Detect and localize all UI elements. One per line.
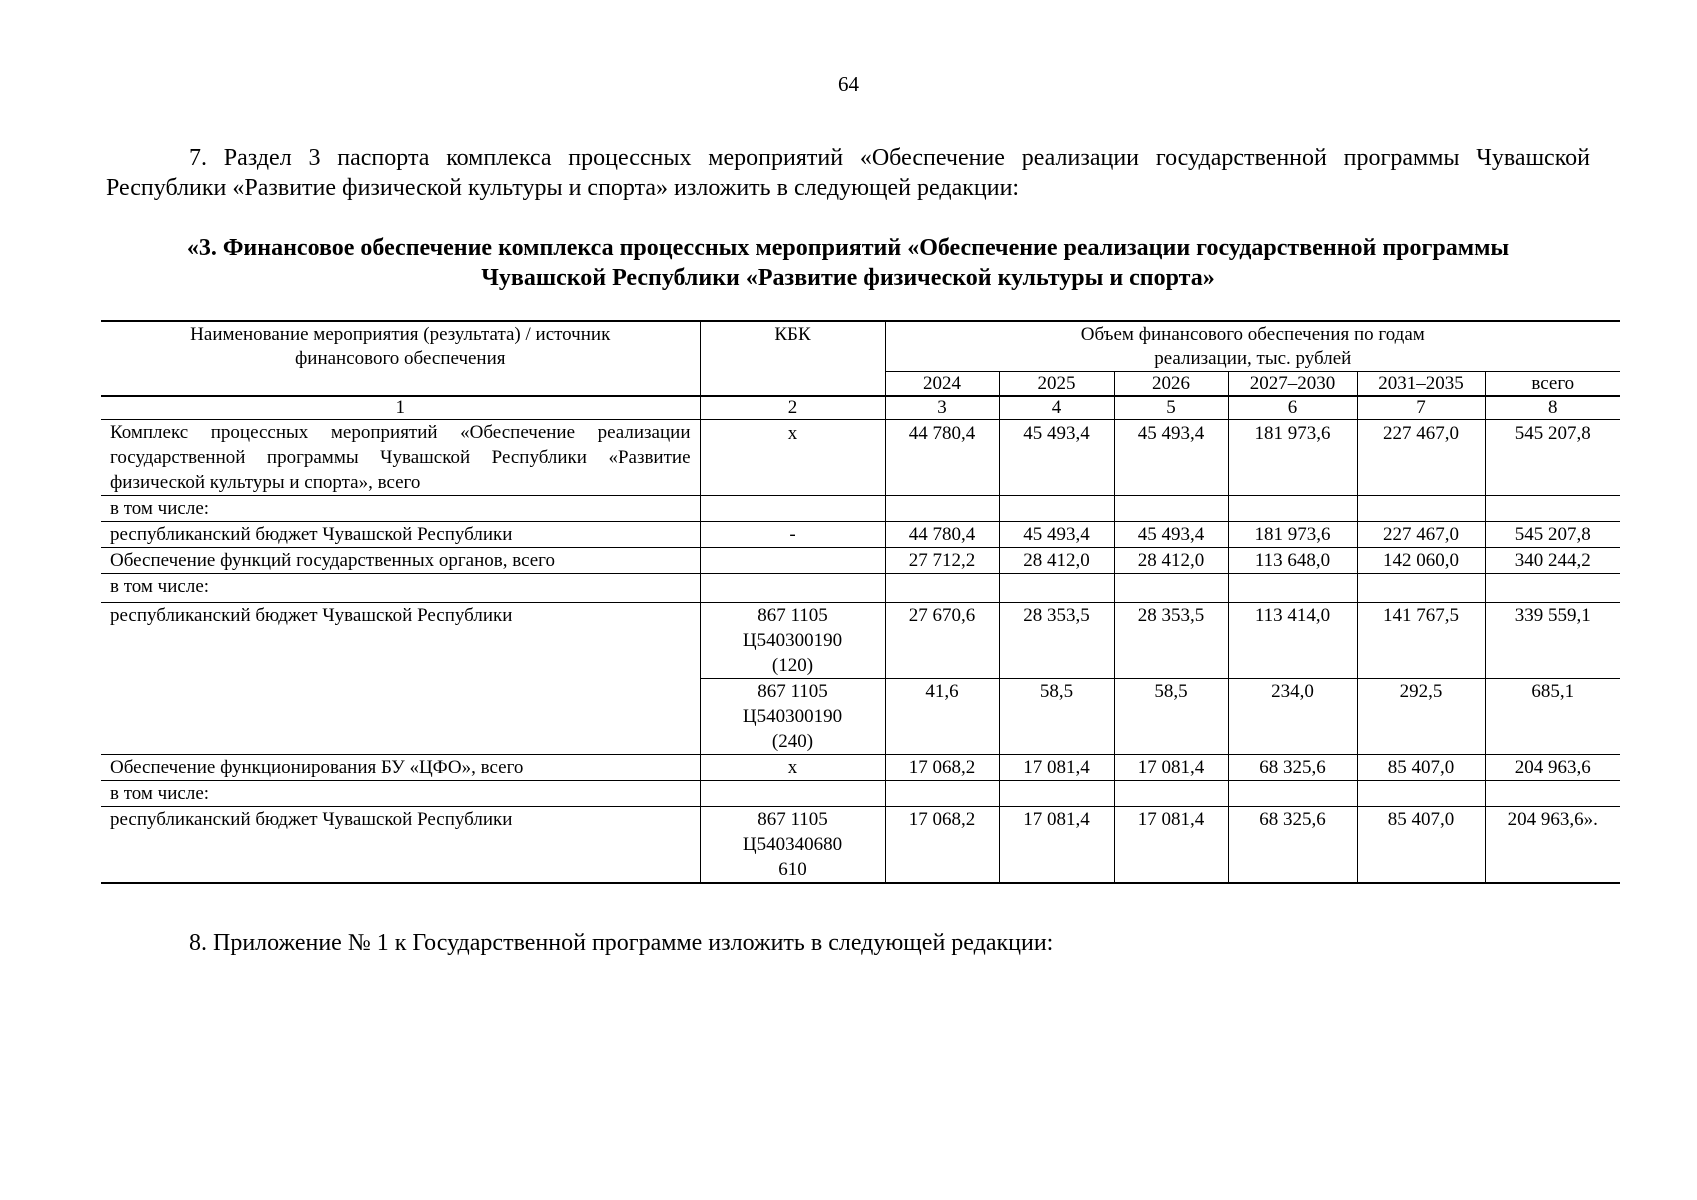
header-name-line-2: финансового обеспечения [294, 348, 506, 369]
financing-table [101, 320, 1620, 884]
header-year-cell: 2024 [885, 372, 999, 397]
column-number-cell: 3 [885, 396, 999, 420]
row-name-cell: в том числе: [101, 574, 700, 603]
table-column-numbers-row [101, 396, 1620, 420]
row-name-cell: республиканский бюджет Чувашской Республики [101, 807, 700, 884]
column-number-cell: 1 [101, 396, 700, 420]
row-value-cell: 181 973,6 [1228, 420, 1357, 496]
column-number-cell: 4 [999, 396, 1114, 420]
row-value-cell: 292,5 [1357, 679, 1485, 755]
row-kbk-cell [700, 548, 885, 574]
row-empty-cell [700, 574, 885, 603]
row-name-cell: Обеспечение функционирования БУ «ЦФО», всего [101, 755, 700, 781]
row-value-cell: 17 081,4 [999, 755, 1114, 781]
row-value-cell: 17 081,4 [1114, 807, 1228, 884]
row-value-cell: 68 325,6 [1228, 755, 1357, 781]
row-value-cell: 28 412,0 [1114, 548, 1228, 574]
row-value-cell: 204 963,6». [1485, 807, 1620, 884]
header-name-line-1: Наименование мероприятия (результата) / источник [190, 324, 611, 345]
next-item-paragraph: 8. Приложение № 1 к Государственной программе изложить в следующей редакции: [189, 930, 1054, 956]
row-value-cell: 44 780,4 [885, 420, 999, 496]
kbk-line: 867 1105 [757, 681, 828, 702]
row-value-cell: 685,1 [1485, 679, 1620, 755]
header-year-cell: 2031–2035 [1357, 372, 1485, 397]
row-empty-cell [999, 496, 1114, 522]
header-volume-line-2: реализации, тыс. рублей [1154, 348, 1352, 369]
row-value-cell: 28 353,5 [1114, 603, 1228, 679]
row-empty-cell [999, 574, 1114, 603]
page-number: 64 [838, 72, 859, 96]
row-value-cell: 45 493,4 [1114, 420, 1228, 496]
row-empty-cell [1114, 781, 1228, 807]
table-row [101, 603, 1620, 679]
row-empty-cell [1485, 574, 1620, 603]
table-row [101, 574, 1620, 603]
table-row [101, 420, 1620, 496]
row-empty-cell [885, 574, 999, 603]
row-kbk-cell [700, 807, 885, 884]
row-value-cell: 28 412,0 [999, 548, 1114, 574]
intro-paragraph: 7. Раздел 3 паспорта комплекса процессных мероприятий «Обеспечение реализации государственной программы Чувашской Республики «Развитие физической культуры и спорта» изложить в следующей редакции: [106, 145, 1590, 201]
column-number-cell: 2 [700, 396, 885, 420]
row-name-cell: Обеспечение функций государственных органов, всего [101, 548, 700, 574]
row-value-cell: 340 244,2 [1485, 548, 1620, 574]
row-empty-cell [1485, 496, 1620, 522]
header-volume-line-1: Объем финансового обеспечения по годам [1080, 324, 1425, 345]
row-value-cell: 45 493,4 [1114, 522, 1228, 548]
row-empty-cell [1114, 574, 1228, 603]
row-value-cell: 545 207,8 [1485, 522, 1620, 548]
header-volume-cell [885, 321, 1620, 372]
row-value-cell: 141 767,5 [1357, 603, 1485, 679]
row-kbk-cell [700, 679, 885, 755]
row-empty-cell [1357, 574, 1485, 603]
row-value-cell: 142 060,0 [1357, 548, 1485, 574]
header-year-cell: 2025 [999, 372, 1114, 397]
row-value-cell: 204 963,6 [1485, 755, 1620, 781]
row-value-cell: 227 467,0 [1357, 420, 1485, 496]
row-name-cell: в том числе: [101, 781, 700, 807]
row-value-cell: 113 414,0 [1228, 603, 1357, 679]
row-value-cell: 41,6 [885, 679, 999, 755]
kbk-line: Ц540300190 [742, 630, 843, 651]
section-title-line-2: Чувашской Республики «Развитие физической культуры и спорта» [481, 265, 1215, 291]
row-value-cell: 17 081,4 [999, 807, 1114, 884]
row-value-cell: 85 407,0 [1357, 807, 1485, 884]
header-year-cell: всего [1485, 372, 1620, 397]
table-row [101, 522, 1620, 548]
table-row [101, 807, 1620, 884]
table-row [101, 548, 1620, 574]
table-row [101, 781, 1620, 807]
row-value-cell: 181 973,6 [1228, 522, 1357, 548]
section-title [106, 233, 1590, 293]
kbk-line: 867 1105 [757, 605, 828, 626]
row-kbk-cell: - [700, 522, 885, 548]
row-empty-cell [1357, 496, 1485, 522]
row-empty-cell [700, 496, 885, 522]
row-value-cell: 113 648,0 [1228, 548, 1357, 574]
table-row [101, 755, 1620, 781]
row-empty-cell [700, 781, 885, 807]
row-value-cell: 27 670,6 [885, 603, 999, 679]
kbk-line: Ц540340680 [742, 834, 843, 855]
row-value-cell: 85 407,0 [1357, 755, 1485, 781]
row-empty-cell [1228, 574, 1357, 603]
row-value-cell: 44 780,4 [885, 522, 999, 548]
row-name-cell: Комплекс процессных мероприятий «Обеспечение реализации государственной программы Чувашской Республики «Развитие физической культуры и спорта», всего [101, 420, 700, 496]
column-number-cell: 5 [1114, 396, 1228, 420]
kbk-line: Ц540300190 [742, 706, 843, 727]
column-number-cell: 6 [1228, 396, 1357, 420]
row-value-cell: 68 325,6 [1228, 807, 1357, 884]
row-value-cell: 17 081,4 [1114, 755, 1228, 781]
kbk-line: 867 1105 [757, 809, 828, 830]
kbk-line: 610 [778, 859, 807, 880]
row-empty-cell [999, 781, 1114, 807]
row-value-cell: 17 068,2 [885, 755, 999, 781]
row-value-cell: 339 559,1 [1485, 603, 1620, 679]
row-empty-cell [1228, 781, 1357, 807]
header-year-cell: 2026 [1114, 372, 1228, 397]
row-name-cell: республиканский бюджет Чувашской Республики [101, 603, 700, 755]
header-year-cell: 2027–2030 [1228, 372, 1357, 397]
kbk-line: (240) [771, 731, 814, 752]
row-name-cell: республиканский бюджет Чувашской Республики [101, 522, 700, 548]
row-kbk-cell: х [700, 755, 885, 781]
row-name-cell: в том числе: [101, 496, 700, 522]
table-row [101, 496, 1620, 522]
section-title-line-1: «3. Финансовое обеспечение комплекса процессных мероприятий «Обеспечение реализации государственной программы [186, 235, 1510, 261]
header-name-cell [101, 321, 700, 396]
row-empty-cell [1114, 496, 1228, 522]
kbk-line: (120) [771, 655, 814, 676]
table-header-row [101, 321, 1620, 372]
row-value-cell: 58,5 [999, 679, 1114, 755]
row-value-cell: 58,5 [1114, 679, 1228, 755]
row-value-cell: 545 207,8 [1485, 420, 1620, 496]
row-value-cell: 234,0 [1228, 679, 1357, 755]
row-empty-cell [1228, 496, 1357, 522]
row-empty-cell [885, 496, 999, 522]
header-kbk-cell: КБК [700, 321, 885, 396]
row-empty-cell [1357, 781, 1485, 807]
row-value-cell: 227 467,0 [1357, 522, 1485, 548]
column-number-cell: 7 [1357, 396, 1485, 420]
row-empty-cell [1485, 781, 1620, 807]
row-kbk-cell [700, 603, 885, 679]
row-kbk-cell: х [700, 420, 885, 496]
row-value-cell: 45 493,4 [999, 522, 1114, 548]
row-value-cell: 17 068,2 [885, 807, 999, 884]
row-empty-cell [885, 781, 999, 807]
column-number-cell: 8 [1485, 396, 1620, 420]
row-value-cell: 27 712,2 [885, 548, 999, 574]
row-value-cell: 45 493,4 [999, 420, 1114, 496]
row-value-cell: 28 353,5 [999, 603, 1114, 679]
